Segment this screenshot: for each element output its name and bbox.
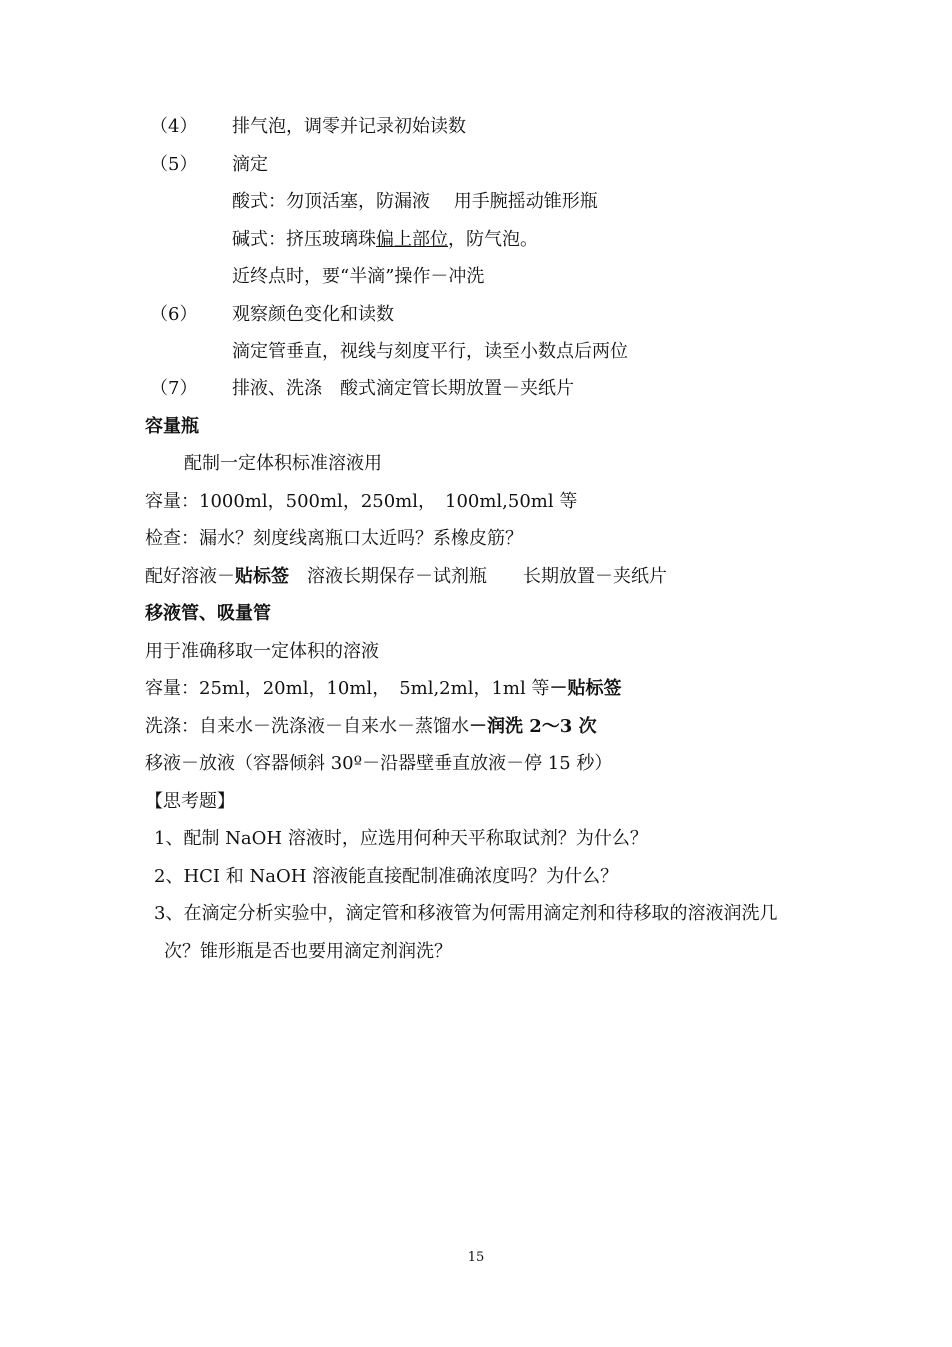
question-2: 2、HCI 和 NaOH 溶液能直接配制准确浓度吗？为什么？	[154, 866, 619, 887]
step-4-text: 排气泡，调零并记录初始读数	[232, 116, 466, 137]
step-7-number: （7）	[150, 378, 198, 399]
step-5-number: （5）	[150, 154, 198, 175]
step-4-number: （4）	[150, 116, 198, 137]
question-3-line-2: 次？锥形瓶是否也要用滴定剂润洗？	[164, 941, 452, 962]
base-note-start: 碱式：挤压玻璃珠	[232, 229, 376, 250]
pipette-capacity	[145, 677, 621, 701]
pipette-wash-bold: －润洗 2～3 次	[469, 716, 597, 737]
acid-burette-note: 酸式：勿顶活塞，防漏液 用手腕摇动锥形瓶	[232, 191, 598, 212]
questions-heading: 【思考题】	[145, 791, 235, 812]
step-6-number: （6）	[150, 304, 198, 325]
volumetric-purpose: 配制一定体积标准溶液用	[184, 453, 382, 474]
pipette-wash	[145, 715, 597, 739]
half-drop-note: 近终点时，要“半滴”操作－冲洗	[232, 266, 485, 287]
pipette-capacity-bold: －贴标签	[549, 678, 622, 699]
question-1: 1、配制 NaOH 溶液时，应选用何种天平称取试剂？为什么？	[154, 828, 648, 849]
label-note-end: 溶液长期保存－试剂瓶 长期放置－夹纸片	[289, 566, 667, 587]
question-3-line-1: 3、在滴定分析实验中，滴定管和移液管为何需用滴定剂和待移取的溶液润洗几	[154, 903, 778, 924]
volumetric-capacity: 容量：1000ml，500ml，250ml， 100ml,50ml 等	[145, 491, 578, 512]
pipette-heading: 移液管、吸量管	[145, 603, 271, 624]
step-5-text: 滴定	[232, 154, 268, 175]
pipette-wash-text: 洗涤：自来水－洗涤液－自来水－蒸馏水	[145, 716, 469, 737]
label-note-start: 配好溶液－	[145, 566, 235, 587]
page-number: 15	[467, 1250, 485, 1265]
base-note-underlined: 偏上部位	[376, 229, 448, 250]
base-note-end: ，防气泡。	[448, 229, 538, 250]
pipette-capacity-text: 容量：25ml，20ml，10ml， 5ml,2ml，1ml 等	[145, 678, 550, 699]
step-6-text: 观察颜色变化和读数	[232, 304, 394, 325]
volumetric-flask-heading: 容量瓶	[145, 416, 199, 437]
pipette-transfer: 移液－放液（容器倾斜 30º－沿器壁垂直放液－停 15 秒）	[145, 753, 613, 774]
step-7-text: 排液、洗涤 酸式滴定管长期放置－夹纸片	[232, 378, 574, 399]
reading-note: 滴定管垂直，视线与刻度平行，读至小数点后两位	[232, 341, 628, 362]
base-burette-note	[232, 228, 538, 252]
volumetric-label-note	[145, 565, 667, 589]
volumetric-check: 检查：漏水？刻度线离瓶口太近吗？系橡皮筋？	[145, 528, 523, 549]
label-note-bold: 贴标签	[235, 566, 289, 587]
pipette-purpose: 用于准确移取一定体积的溶液	[145, 641, 379, 662]
